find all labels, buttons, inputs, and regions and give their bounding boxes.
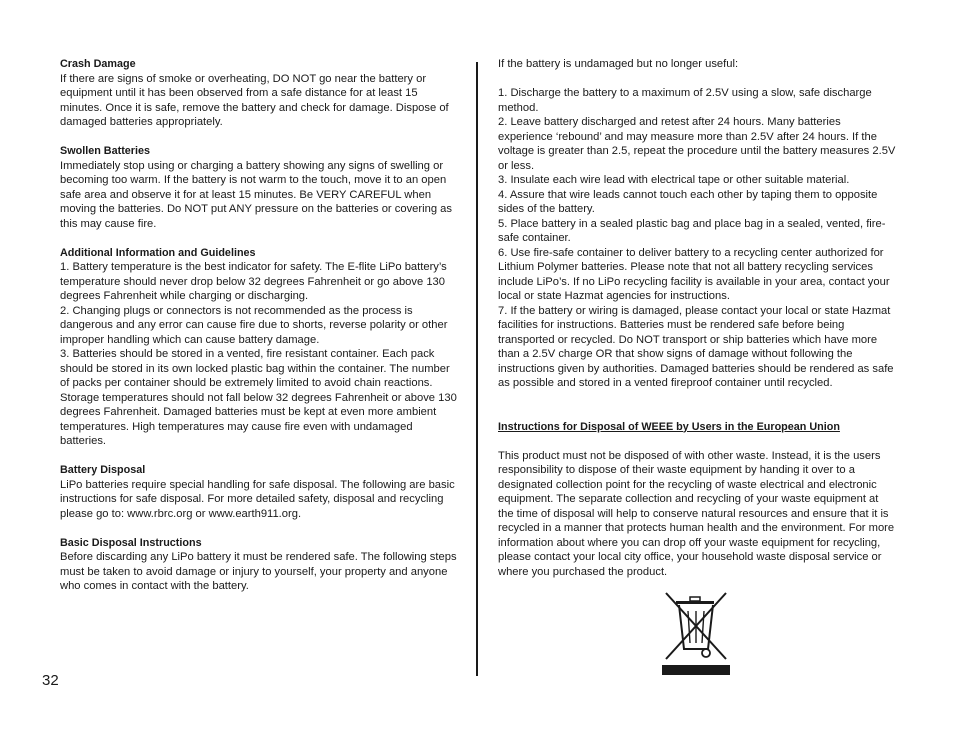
- disposal-step: 7. If the battery or wiring is damaged, please contact your local or state Hazmat facilities for instructions. Batteries must be rendered safe before being transported or recycled. Do NOT transport or ship batteries which have more than a 2.5V charge OR that show signs of damage without following the instructions given by authorities. Damaged batteries should be rendered as safe as possible and stored in a vented fireproof container until recycled.: [498, 304, 894, 389]
- heading-basic-disposal: Basic Disposal Instructions: [60, 536, 202, 549]
- disposal-intro: If the battery is undamaged but no longer useful:: [498, 58, 739, 70]
- right-column: [498, 57, 896, 594]
- disposal-step: 2. Leave battery discharged and retest after 24 hours. Many batteries experience ‘rebound’ and may measure more than 2.5V after 24 hours. If the voltage is greater than 2.5, repeat the procedure until the battery measures 2.5V or less.: [498, 116, 896, 172]
- heading-swollen-batteries: Swollen Batteries: [60, 145, 151, 157]
- text-crash-damage: If there are signs of smoke or overheating, DO NOT go near the battery or equipment until it has been observed from a safe distance for at least 15 minutes. Once it is safe, remove the battery and check for damage. Dispose of damaged batteries appropriately.: [60, 72, 449, 128]
- guideline-item: 2. Changing plugs or connectors is not recommended as the process is dangerous and any error can cause fire due to shorts, reverse polarity or other improper handling which can cause battery damage.: [60, 304, 448, 346]
- heading-weee-block: [498, 420, 896, 435]
- guideline-item: 3. Batteries should be stored in a vented, fire resistant container. Each pack should be stored in its own locked plastic bag within the container. The number of packs per container should be extremely limited to avoid chain reactions. Storage temperatures should not fall below 32 degrees Fahrenheit or above 130 degrees Fahrenheit. Damaged batteries must be kept at even more ambient temperatures. High temperatures may cause fire even with undamaged batteries.: [60, 348, 457, 447]
- heading-battery-disposal: Battery Disposal: [60, 464, 146, 476]
- column-divider: [476, 62, 478, 676]
- text-basic-disposal: Before discarding any LiPo battery it must be rendered safe. The following steps must be taken to avoid damage or injury to yourself, your property and anyone who comes in contact with the battery.: [60, 551, 457, 592]
- heading-crash-damage: Crash Damage: [60, 58, 136, 70]
- page-number: 32: [42, 672, 59, 689]
- disposal-step: 4. Assure that wire leads cannot touch each other by taping them to opposite sides of the battery.: [498, 188, 878, 215]
- section-additional-info: [60, 246, 458, 449]
- disposal-step: 1. Discharge the battery to a maximum of 2.5V using a slow, safe discharge method.: [498, 87, 872, 114]
- disposal-step: 6. Use fire-safe container to deliver battery to a recycling center authorized for Lithium Polymer batteries. Please note that not all battery recycling services include LiPo’s. If no LiPo recycling facility is available in your area, contact your local or state Hazmat agencies for instructions.: [498, 246, 890, 302]
- heading-additional-info: Additional Information and Guidelines: [60, 246, 256, 259]
- section-battery-disposal: [60, 463, 458, 521]
- text-battery-disposal: LiPo batteries require special handling for safe disposal. The following are basic instructions for safe disposal. For more detailed safety, disposal and recycling please go to: www.rbrc.org or www.earth911.org.: [60, 478, 455, 520]
- disposal-step: 3. Insulate each wire lead with electrical tape or other suitable material.: [498, 174, 850, 186]
- weee-bin-icon: [660, 587, 732, 677]
- text-swollen-batteries: Immediately stop using or charging a battery showing any signs of swelling or becoming too warm. If the battery is not warm to the touch, move it to an open safe area and observe it for at least 15 minutes. Be VERY CAREFUL when moving the batteries. Do NOT put ANY pressure on the batteries or covering as this may cause fire.: [60, 159, 452, 230]
- section-swollen-batteries: [60, 144, 458, 231]
- left-column: [60, 57, 458, 608]
- text-weee: This product must not be disposed of with other waste. Instead, it is the users responsibility to dispose of their waste equipment by handing it over to a designated collection point for the recycling of waste electrical and electronic equipment. The separate collection and recycling of your waste equipment at the time of disposal will help to conserve natural resources and ensure that it is recycled in a manner that protects human health and the environment. For more information about where you can drop off your waste equipment for recycling, please contact your local city office, your household waste disposal service or where you purchased the product.: [498, 449, 895, 578]
- guideline-item: 1. Battery temperature is the best indicator for safety. The E-flite LiPo battery’s temperature should never drop below 32 degrees Fahrenheit or go above 130 degrees Fahrenheit while charging or discharging.: [60, 261, 447, 302]
- section-basic-disposal: [60, 536, 458, 594]
- section-crash-damage: [60, 57, 458, 130]
- heading-weee: Instructions for Disposal of WEEE by Users in the European Union: [498, 420, 840, 433]
- disposal-step: 5. Place battery in a sealed plastic bag and place bag in a sealed, vented, fire-safe container.: [498, 217, 886, 244]
- disposal-steps: [498, 86, 896, 391]
